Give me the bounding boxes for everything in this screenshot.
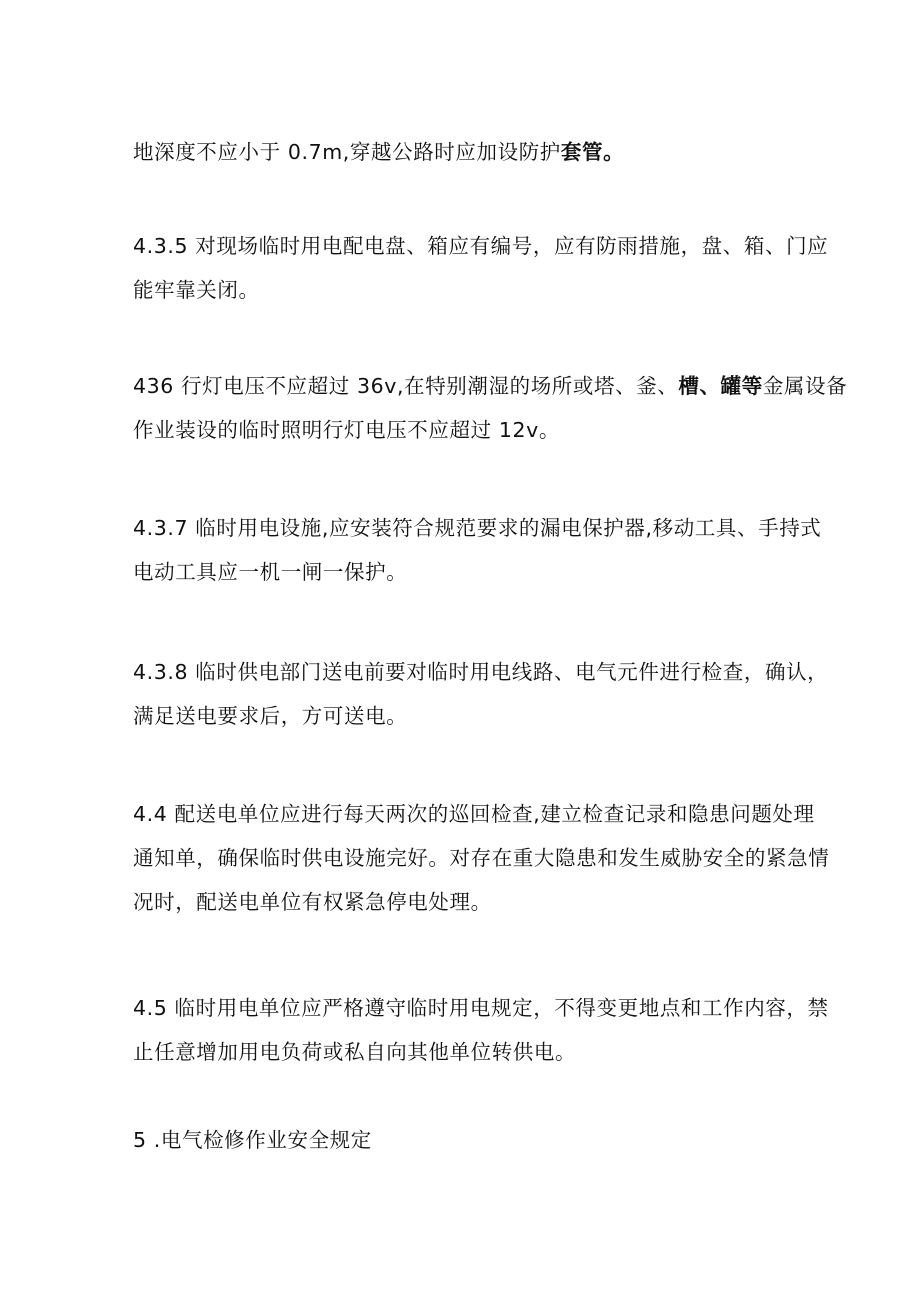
text-line bbox=[133, 130, 803, 174]
paragraph-4-3-6 bbox=[133, 364, 848, 452]
text-line bbox=[133, 986, 829, 1030]
text-line bbox=[133, 1030, 803, 1074]
text-segment: 5 .电气检修作业安全规定 bbox=[133, 1128, 372, 1152]
text-line bbox=[133, 408, 803, 452]
text-segment: 作业装设的临时照明行灯电压不应超过 12v。 bbox=[133, 418, 560, 442]
paragraph-burial-depth bbox=[133, 130, 803, 174]
text-segment: 4.5 临时用电单位应严格遵守临时用电规定，不得变更地点和工作内容，禁 bbox=[133, 996, 829, 1020]
text-line bbox=[133, 224, 829, 268]
bold-text-segment: 套管。 bbox=[560, 140, 625, 164]
text-line bbox=[133, 836, 830, 880]
text-segment: 4.4 配送电单位应进行每天两次的巡回检查,建立检查记录和隐患问题处理 bbox=[133, 802, 815, 826]
bold-text-segment: 槽、罐等 bbox=[678, 374, 763, 398]
text-segment: 况时，配送电单位有权紧急停电处理。 bbox=[133, 890, 492, 914]
text-line bbox=[133, 650, 829, 694]
paragraph-4-3-8 bbox=[133, 650, 829, 738]
text-line bbox=[133, 694, 803, 738]
text-line bbox=[133, 550, 803, 594]
text-segment: 4.3.7 临时用电设施,应安装符合规范要求的漏电保护器,移动工具、手持式 bbox=[133, 516, 822, 540]
text-line bbox=[133, 792, 815, 836]
paragraph-4-3-5 bbox=[133, 224, 829, 312]
text-segment: 通知单，确保临时供电设施完好。对存在重大隐患和发生威胁安全的紧急情 bbox=[133, 846, 830, 870]
text-segment: 止任意增加用电负荷或私自向其他单位转供电。 bbox=[133, 1040, 577, 1064]
text-segment: 4.3.8 临时供电部门送电前要对临时用电线路、电气元件进行检查，确认， bbox=[133, 660, 829, 684]
text-line bbox=[133, 1118, 803, 1162]
text-segment: 满足送电要求后，方可送电。 bbox=[133, 704, 408, 728]
section-heading-5 bbox=[133, 1118, 803, 1162]
text-line bbox=[133, 364, 848, 408]
text-line bbox=[133, 506, 822, 550]
text-segment: 地深度不应小于 0.7m,穿越公路时应加设防护 bbox=[133, 140, 561, 164]
text-line bbox=[133, 880, 803, 924]
text-segment: 电动工具应一机一闸一保护。 bbox=[133, 560, 408, 584]
paragraph-4-4 bbox=[133, 792, 830, 924]
paragraph-4-3-7 bbox=[133, 506, 822, 594]
text-segment: 金属设备 bbox=[762, 374, 848, 398]
text-segment: 能牢靠关闭。 bbox=[133, 278, 260, 302]
text-segment: 436 行灯电压不应超过 36v,在特别潮湿的场所或塔、釜、 bbox=[133, 374, 679, 398]
paragraph-4-5 bbox=[133, 986, 829, 1074]
text-line bbox=[133, 268, 803, 312]
text-segment: 4.3.5 对现场临时用电配电盘、箱应有编号，应有防雨措施，盘、箱、门应 bbox=[133, 234, 829, 258]
